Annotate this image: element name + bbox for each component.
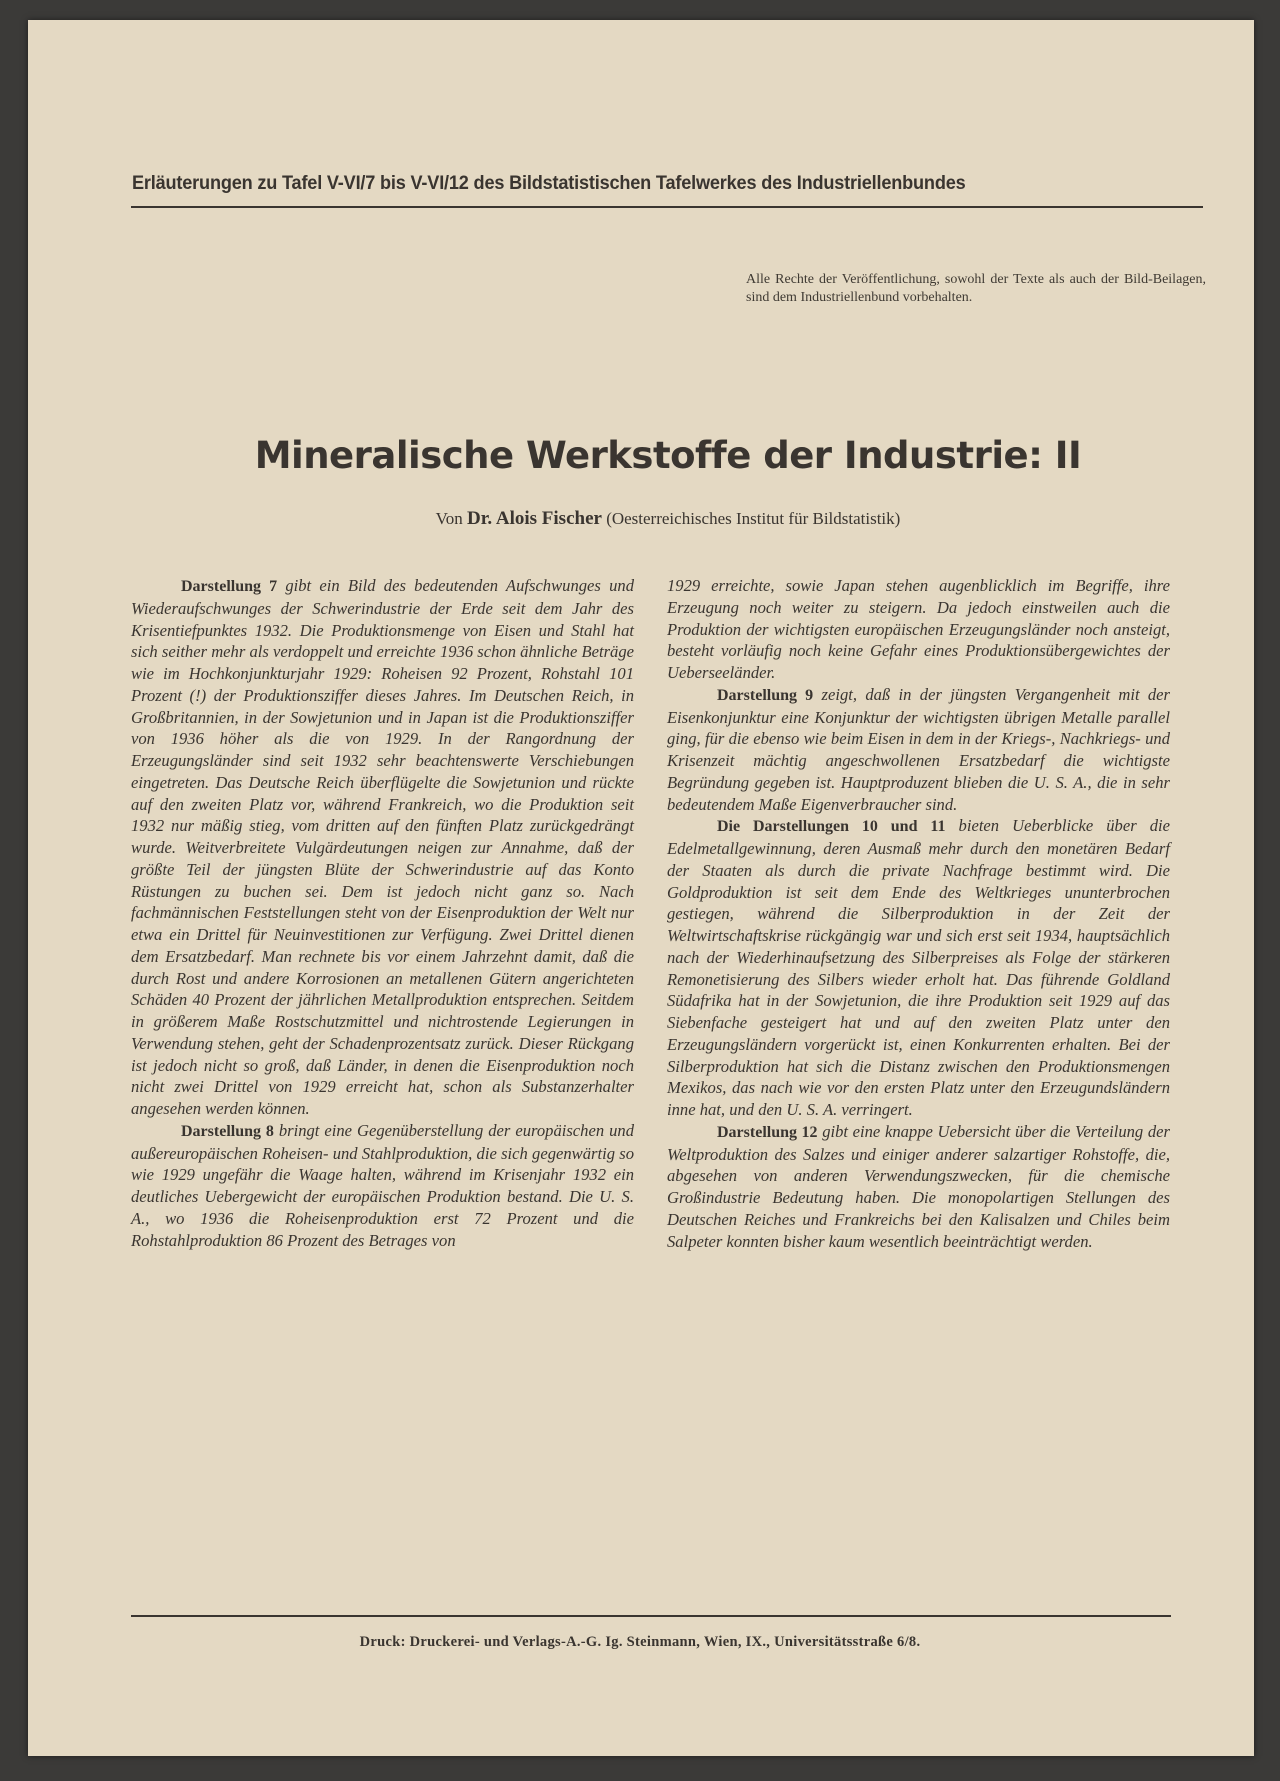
paragraph-lead: Darstellung 12: [717, 1123, 818, 1141]
paragraph-text: gibt ein Bild des bedeutenden Aufschwunges und Wiederaufschwunges der Schwerindustrie der Erde seit dem Jahr des Krisentiefpunktes 1932. Die Produktionsmenge von Eisen und Stahl hat sich seither mehr als verdoppelt und erreichte 1936 schon ähnliche Beträge wie im Hochkonjunkturjahr 1929: Roheisen 92 Prozent, Rohstahl 101 Prozent (!) der Produktionsziffer dieses Jahres. Im Deutschen Reich, in Großbritannien, in der Sowjetunion und in Japan ist die Produktionsziffer von 1936 höher als die von 1929. In der Rangordnung der Erzeugungsländer sind seit 1932 sehr beachtenswerte Verschiebungen eingetreten. Das Deutsche Reich überflügelte die Sowjetunion und rückte auf den zweiten Platz vor, während Frankreich, wo die Produktion seit 1932 nur mäßig stieg, vom dritten auf den fünften Platz zurückgedrängt wurde. Weitverbreitete Vulgärdeutungen neigen zur Annahme, daß der größte Teil der jüngsten Blüte der Schwerindustrie auf das Konto Rüstungen zu buchen sei. Dem ist jedoch nicht ganz so. Nach fachmännischen Feststellungen steht von der Eisenproduktion der Welt nur etwa ein Drittel für Neuinvestitionen zur Verfügung. Zwei Drittel dienen dem Ersatzbedarf. Man rechnete bis vor einem Jahrzehnt damit, daß die durch Rost und andere Korrosionen an metallenen Gütern angerichteten Schäden 40 Prozent der jährlichen Metallproduktion entsprechen. Seitdem in größerem Maße Rostschutzmittel und nichtrostende Legierungen in Verwendung stehen, geht der Schadenprozentsatz zurück. Dieser Rückgang ist jedoch nicht so groß, daß Länder, in denen die Eisenproduktion noch nicht zwei Drittel von 1929 erreicht hat, schon als Substanzerhalter angesehen werden können.: [131, 576, 635, 1118]
paragraph-darstellung-8-continued: 1929 erreichte, sowie Japan stehen augenblicklich im Begriffe, ihre Erzeugung noch weiter zu steigern. Da jedoch einstweilen auch die Produktion der wichtigsten europäischen Erzeugungsländer noch ansteigt, besteht vorläufig noch keine Gefahr eines Produktionsübergewichtes der Ueberseeländer.: [667, 576, 1170, 682]
paragraph-darstellungen-10-11: [667, 815, 1170, 1121]
paragraph-darstellung-12: [667, 1121, 1170, 1253]
paragraph-lead: Darstellung 8: [181, 1122, 274, 1140]
paragraph-text: bringt eine Gegenüberstellung der europäischen und außereuropäischen Roheisen- und Stahlproduktion, die sich gegenwärtig so wie 1929 ungefähr die Waage halten, während im Krisenjahr 1932 ein deutliches Uebergewicht der europäischen Produktion bestand. Die U. S. A., wo 1936 die Roheisenproduktion erst 72 Prozent und die Rohstahlproduktion 86 Prozent des Betrages von: [131, 1120, 635, 1250]
text-column-left: [131, 575, 634, 1251]
paragraph-darstellung-7: [131, 575, 634, 1120]
author-name: Dr. Alois Fischer: [467, 508, 602, 529]
footer-rule: [131, 1615, 1171, 1617]
byline-prefix: Von: [435, 509, 463, 528]
paragraph-darstellung-9: [667, 684, 1170, 816]
article-title: Mineralische Werkstoffe der Industrie: II: [254, 434, 1082, 477]
series-header: Erläuterungen zu Tafel V-VI/7 bis V-VI/12 des Bildstatistischen Tafelwerkes des Industriellenbundes: [132, 172, 966, 194]
header-rule: [131, 206, 1203, 208]
paragraph-text: bieten Ueberblicke über die Edelmetallgewinnung, deren Ausmaß mehr durch den monetären Bedarf der Staaten als durch die private Nachfrage bestimmt wird. Die Goldproduktion ist seit dem Ende des Weltkrieges ununterbrochen gestiegen, während die Silberproduktion in der Zeit der Weltwirtschaftskrise rückgängig war und sich erst seit 1934, hauptsächlich nach der Wiederhinaufsetzung des Silberpreises als Folge der stärkeren Remonetisierung des Silbers wieder erholt hat. Das führende Goldland Südafrika hat in der Sowjetunion, die ihre Produktion seit 1929 auf das Siebenfache gesteigert hat und auf den zweiten Platz unter den Erzeugungsländern vorgerückt ist, einen Konkurrenten erhalten. Bei der Silberproduktion hat sich die Distanz zwischen den Produktionsmengen Mexikos, das nach wie vor den ersten Platz unter den Erzeugundsländern inne hat, und den U. S. A. verringert.: [667, 816, 1170, 1119]
paragraph-lead: Darstellung 9: [717, 686, 814, 704]
author-institution: (Oesterreichisches Institut für Bildstatistik): [606, 509, 901, 528]
paragraph-lead: Darstellung 7: [181, 578, 278, 595]
paragraph-lead: Die Darstellungen 10 und 11: [717, 818, 946, 836]
rights-notice: Alle Rechte der Veröffentlichung, sowohl der Texte als auch der Bild-Beilagen, sind dem Industriellenbund vorbehalten.: [746, 272, 1206, 305]
text-column-right: [667, 575, 1170, 1252]
paragraph-darstellung-8: [131, 1120, 634, 1252]
paragraph-text: gibt eine knappe Uebersicht über die Verteilung der Weltproduktion des Salzes und einiger anderer salzartiger Rohstoffe, die, abgesehen von anderen Verwendungszwecken, für die chemische Großindustrie Bedeutung haben. Die monopolartigen Stellungen des Deutschen Reiches und Frankreichs bei den Kalisalzen und Chiles beim Salpeter konnten bisher kaum wesentlich beeinträchtigt werden.: [667, 1121, 1171, 1251]
paragraph-text: zeigt, daß in der jüngsten Vergangenheit mit der Eisenkonjunktur eine Konjunktur der wichtigsten übrigen Metalle parallel ging, für die ebenso wie beim Eisen in dem in der Kriegs-, Nachkriegs- und Krisenzeit mächtig angeschwollenen Ersatzbedarf die wichtigste Begründung gegeben ist. Hauptproduzent blieben die U. S. A., die in sehr bedeutendem Maße Eigenverbraucher sind.: [667, 684, 1171, 814]
byline: [28, 508, 1280, 530]
printer-imprint: Druck: Druckerei- und Verlags-A.-G. Ig. Steinmann, Wien, IX., Universitätsstraße 6/8.: [359, 1634, 921, 1650]
